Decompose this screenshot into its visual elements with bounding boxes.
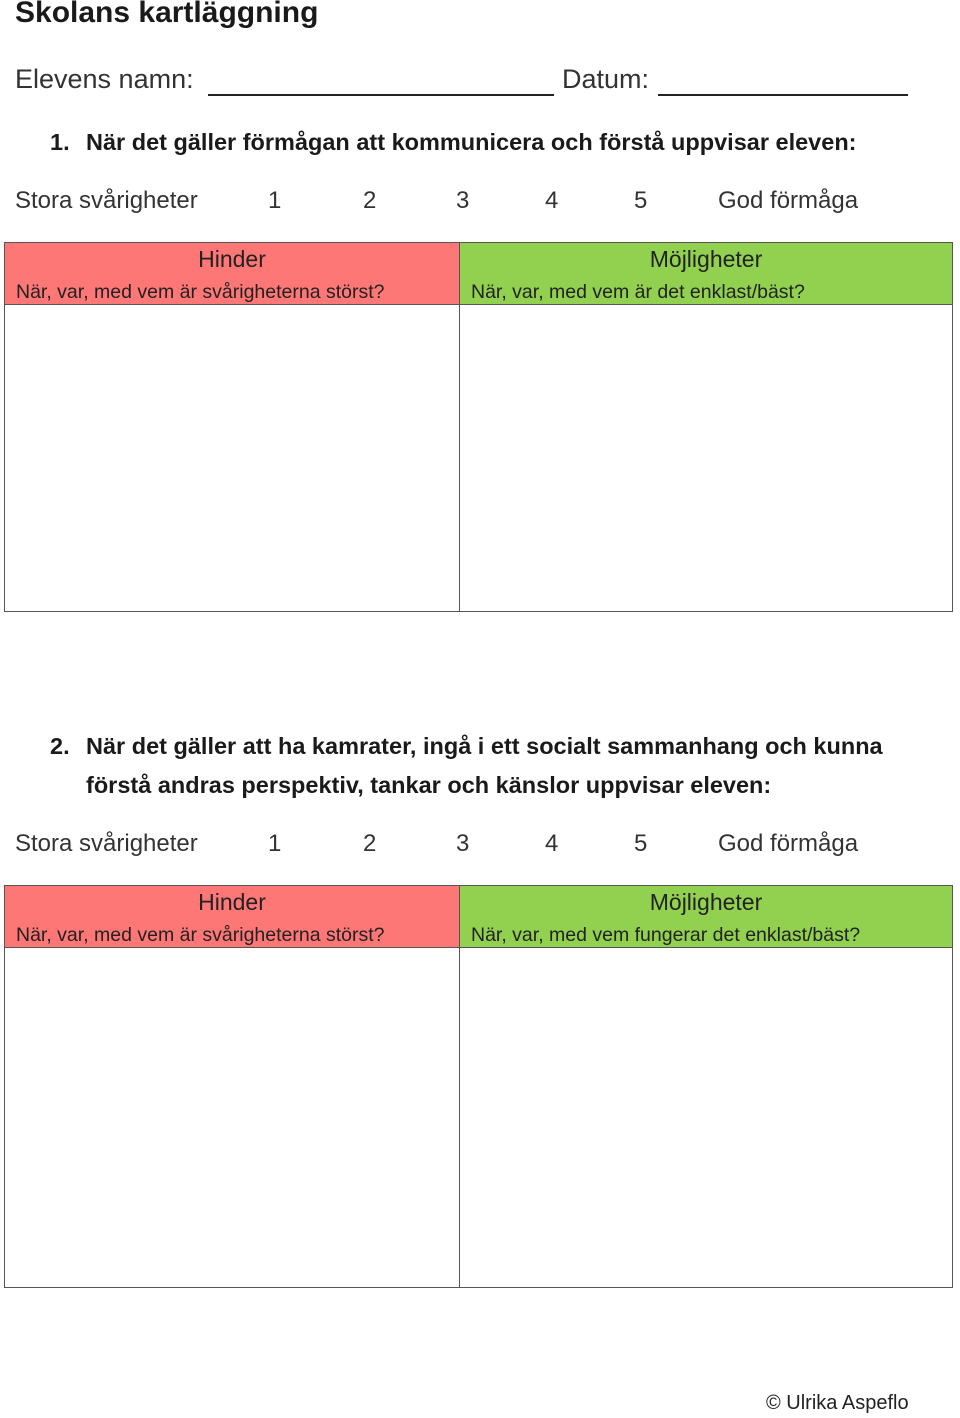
mojligheter-answer-area[interactable] <box>460 305 952 611</box>
section-1-table <box>4 242 953 612</box>
mojligheter-subtitle: När, var, med vem är det enklast/bäst? <box>471 281 805 303</box>
mojligheter-title: Möjligheter <box>649 889 763 915</box>
section-2-question-line-2: förstå andras perspektiv, tankar och känslor uppvisar eleven: <box>86 772 772 798</box>
hinder-header <box>5 886 459 948</box>
mojligheter-subtitle: När, var, med vem fungerar det enklast/bäst? <box>471 924 861 946</box>
hinder-column <box>5 886 460 1287</box>
date-field[interactable] <box>658 94 908 96</box>
scale-option-5[interactable]: 5 <box>634 187 648 214</box>
scale-high-label: God förmåga <box>718 187 859 214</box>
mojligheter-column <box>460 243 952 611</box>
hinder-answer-area[interactable] <box>5 948 459 1287</box>
scale-option-4[interactable]: 4 <box>545 187 559 214</box>
scale-option-5[interactable]: 5 <box>634 830 648 857</box>
section-2-question-line-1: När det gäller att ha kamrater, ingå i ett socialt sammanhang och kunna <box>86 733 883 759</box>
hinder-answer-area[interactable] <box>5 305 459 611</box>
hinder-title: Hinder <box>198 246 266 272</box>
hinder-title: Hinder <box>198 889 266 915</box>
mojligheter-answer-area[interactable] <box>460 948 952 1287</box>
date-label: Datum: <box>562 64 650 94</box>
section-1-number: 1. <box>50 129 70 155</box>
scale-option-4[interactable]: 4 <box>545 830 559 857</box>
mojligheter-header <box>460 886 952 948</box>
scale-option-3[interactable]: 3 <box>456 830 470 857</box>
page-title: Skolans kartläggning <box>15 0 319 29</box>
mojligheter-header <box>460 243 952 305</box>
scale-option-1[interactable]: 1 <box>268 187 282 214</box>
hinder-column <box>5 243 460 611</box>
mojligheter-column <box>460 886 952 1287</box>
section-1-question-line: När det gäller förmågan att kommunicera och förstå uppvisar eleven: <box>86 129 857 155</box>
copyright-footer: © Ulrika Aspeflo <box>766 1392 909 1414</box>
student-name-field[interactable] <box>208 94 554 96</box>
scale-option-2[interactable]: 2 <box>363 187 377 214</box>
section-2-table <box>4 885 953 1288</box>
scale-high-label: God förmåga <box>718 830 859 857</box>
hinder-subtitle: När, var, med vem är svårigheterna störst? <box>16 281 385 303</box>
scale-low-label: Stora svårigheter <box>15 187 198 214</box>
section-2-number: 2. <box>50 733 70 759</box>
hinder-subtitle: När, var, med vem är svårigheterna störst? <box>16 924 385 946</box>
scale-low-label: Stora svårigheter <box>15 830 198 857</box>
scale-option-3[interactable]: 3 <box>456 187 470 214</box>
student-name-label: Elevens namn: <box>15 64 194 94</box>
hinder-header <box>5 243 459 305</box>
scale-option-1[interactable]: 1 <box>268 830 282 857</box>
mojligheter-title: Möjligheter <box>649 246 763 272</box>
scale-option-2[interactable]: 2 <box>363 830 377 857</box>
